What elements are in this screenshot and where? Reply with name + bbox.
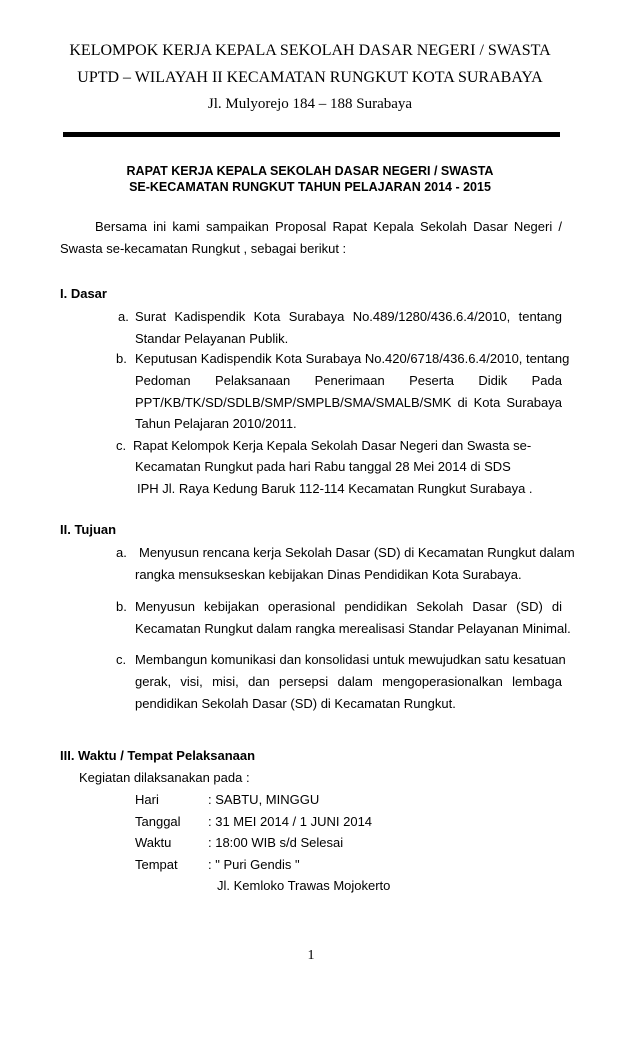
dasar-c-line-2: Kecamatan Rungkut pada hari Rabu tanggal 28 Mei 2014 di SDS bbox=[135, 459, 511, 474]
letterhead-line-1: KELOMPOK KERJA KEPALA SEKOLAH DASAR NEGERI / SWASTA bbox=[69, 42, 551, 59]
schedule-address: Jl. Kemloko Trawas Mojokerto bbox=[217, 878, 391, 893]
dasar-c-marker: c. bbox=[116, 438, 127, 453]
section-dasar-heading: I. Dasar bbox=[60, 286, 107, 301]
schedule-label-hari: Hari bbox=[135, 792, 159, 807]
dasar-b-line-3: PPT/KB/TK/SD/SDLB/SMP/SMPLB/SMA/SMALB/SMK di Kota Surabaya bbox=[135, 395, 562, 410]
schedule-label-waktu: Waktu bbox=[135, 835, 172, 850]
tujuan-c-line-3: pendidikan Sekolah Dasar (SD) di Kecamatan Rungkut. bbox=[135, 696, 456, 711]
page-number: 1 bbox=[307, 948, 315, 963]
tujuan-b-line-2: Kecamatan Rungkut dalam rangka merealisasi Standar Pelayanan Minimal. bbox=[135, 621, 571, 636]
dasar-c-line-1: Rapat Kelompok Kerja Kepala Sekolah Dasar Negeri dan Swasta se- bbox=[133, 438, 532, 453]
dasar-c-line-3: IPH Jl. Raya Kedung Baruk 112-114 Kecamatan Rungkut Surabaya . bbox=[137, 481, 533, 496]
tujuan-c-line-1: Membangun komunikasi dan konsolidasi untuk mewujudkan satu kesatuan bbox=[135, 652, 566, 667]
waktu-intro: Kegiatan dilaksanakan pada : bbox=[79, 770, 250, 785]
schedule-label-tanggal: Tanggal bbox=[135, 814, 181, 829]
schedule-value-tanggal: : 31 MEI 2014 / 1 JUNI 2014 bbox=[208, 814, 373, 829]
schedule-value-waktu: : 18:00 WIB s/d Selesai bbox=[208, 835, 344, 850]
tujuan-a-marker: a. bbox=[116, 545, 127, 560]
section-waktu-heading: III. Waktu / Tempat Pelaksanaan bbox=[60, 748, 256, 763]
document-title-line-1: RAPAT KERJA KEPALA SEKOLAH DASAR NEGERI / SWASTA bbox=[126, 164, 494, 178]
dasar-b-marker: b. bbox=[116, 351, 127, 366]
dasar-a-line-1: Surat Kadispendik Kota Surabaya No.489/1280/436.6.4/2010, tentang bbox=[135, 309, 562, 324]
dasar-a-line-2: Standar Pelayanan Publik. bbox=[135, 331, 289, 346]
tujuan-c-line-2: gerak, visi, misi, dan persepsi dalam mengoperasionalkan lembaga bbox=[135, 674, 562, 689]
dasar-b-line-1: Keputusan Kadispendik Kota Surabaya No.420/6718/436.6.4/2010, tentang bbox=[135, 351, 570, 366]
intro-line-2: Swasta se-kecamatan Rungkut , sebagai berikut : bbox=[60, 241, 347, 256]
dasar-b-line-2: Pedoman Pelaksanaan Penerimaan Peserta Didik Pada bbox=[135, 373, 562, 388]
tujuan-c-marker: c. bbox=[116, 652, 127, 667]
dasar-a-marker: a. bbox=[118, 309, 129, 324]
letterhead-line-2: UPTD – WILAYAH II KECAMATAN RUNGKUT KOTA SURABAYA bbox=[77, 69, 543, 86]
document-title-line-2: SE-KECAMATAN RUNGKUT TAHUN PELAJARAN 2014 - 2015 bbox=[129, 180, 491, 194]
letterhead-divider bbox=[63, 132, 560, 137]
intro-line-1: Bersama ini kami sampaikan Proposal Rapat Kepala Sekolah Dasar Negeri / bbox=[95, 219, 562, 234]
tujuan-b-line-1: Menyusun kebijakan operasional pendidikan Sekolah Dasar (SD) di bbox=[135, 599, 562, 614]
tujuan-a-line-1: Menyusun rencana kerja Sekolah Dasar (SD) di Kecamatan Rungkut dalam bbox=[139, 545, 575, 560]
tujuan-b-marker: b. bbox=[116, 599, 127, 614]
schedule-label-tempat: Tempat bbox=[135, 857, 178, 872]
dasar-b-line-4: Tahun Pelajaran 2010/2011. bbox=[135, 416, 297, 431]
section-tujuan-heading: II. Tujuan bbox=[60, 522, 117, 537]
schedule-value-hari: : SABTU, MINGGU bbox=[208, 792, 320, 807]
letterhead-address: Jl. Mulyorejo 184 – 188 Surabaya bbox=[207, 96, 413, 112]
tujuan-a-line-2: rangka mensukseskan kebijakan Dinas Pendidikan Kota Surabaya. bbox=[135, 567, 522, 582]
schedule-value-tempat: : " Puri Gendis " bbox=[208, 857, 300, 872]
